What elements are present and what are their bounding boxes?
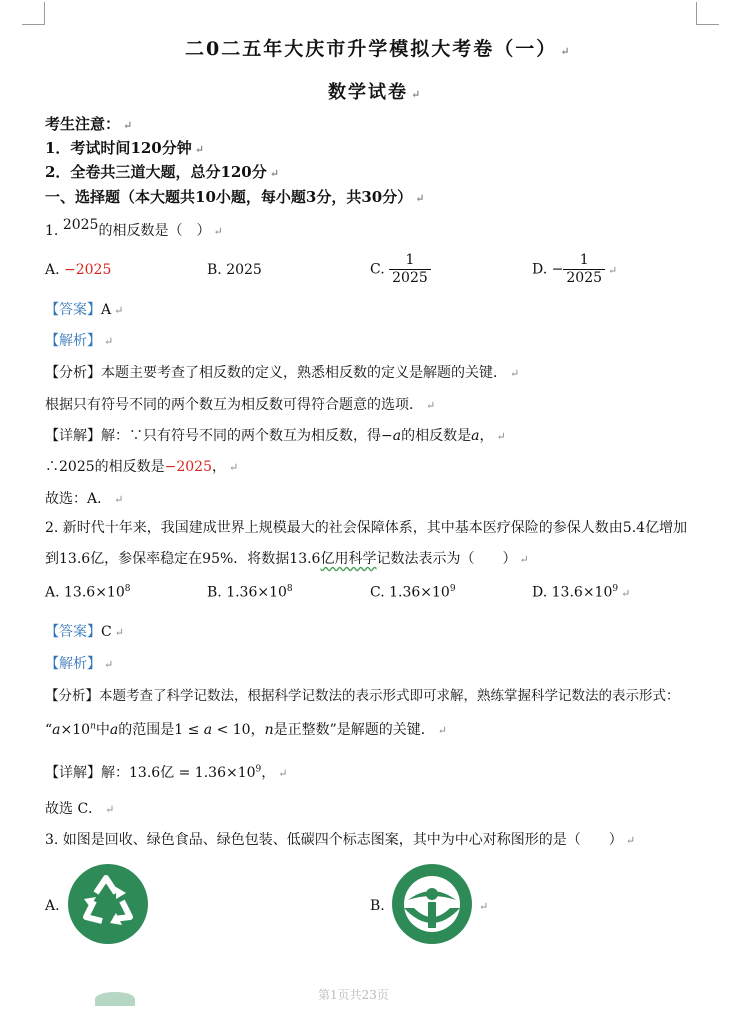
margin-corner-mark <box>22 2 45 25</box>
q1-reason: 根据只有符号不同的两个数互为相反数可得符合题意的选项． ↵ <box>45 397 436 413</box>
q2-option-c: C. $1.36\times 10^9$ <box>370 584 456 601</box>
q1-therefore: ∴2025的相反数是−2025， ↵ <box>45 459 239 475</box>
notice-item-score: 2．全卷共三道大题，总分120分 ↵ <box>45 163 279 181</box>
grammar-squiggle: 亿用科学 <box>320 551 377 567</box>
green-food-icon <box>390 862 474 946</box>
next-logo-partial <box>95 992 135 1006</box>
q1-answer: 【答案】A ↵ <box>45 302 124 318</box>
q2-stem-line2: 到13.6亿，参保率稳定在95%．将数据13.6亿用科学记数法表示为（ ） ↵ <box>45 551 529 567</box>
q2-form: “$a\times 10^n$中a的范围是1 ≤ a < 10，n是正整数”是解题的关键． ↵ <box>45 721 448 738</box>
q1-choose: 故选：A． ↵ <box>45 491 124 507</box>
q1-option-b: B. 2025 <box>207 262 262 278</box>
q2-answer: 【答案】C ↵ <box>45 624 124 640</box>
q3-option-a-label: A. <box>45 898 60 914</box>
q1-option-a: A. −2025 <box>45 262 112 278</box>
recycle-icon <box>66 863 150 945</box>
q1-analysis-tag: 【解析】 ↵ <box>45 333 114 349</box>
fraction: $\frac{1}{2025}$ <box>563 252 605 287</box>
fraction: $\frac{1}{2025}$ <box>389 252 431 287</box>
q1-fenxi: 【分析】本题主要考查了相反数的定义，熟悉相反数的定义是解题的关键． ↵ <box>45 365 520 381</box>
q2-detail: 【详解】解：13.6亿 = $1.36\times 10^9$， ↵ <box>45 764 288 781</box>
q2-fenxi: 【分析】本题考查了科学记数法，根据科学记数法的表示形式即可求解，熟练掌握科学记数法的表示形式： <box>45 688 680 704</box>
q2-option-d: D. $13.6\times 10^9$ ↵ <box>532 584 631 601</box>
exam-title: 二0二五年大庆市升学模拟大考卷（一） ↵ <box>185 38 572 60</box>
exam-subtitle: 数学试卷 ↵ <box>328 82 423 103</box>
q3-stem: 3. 如图是回收、绿色食品、绿色包装、低碳四个标志图案，其中为中心对称图形的是（ ） ↵ <box>45 832 636 848</box>
q3-option-b-label: B. <box>370 898 385 914</box>
q2-option-a: A. $13.6\times 10^8$ <box>45 584 131 601</box>
page-footer: 第1页共23页 <box>318 988 389 1002</box>
margin-corner-mark <box>696 2 719 25</box>
q1-stem: 1. 2025的相反数是（ ） ↵ <box>45 217 223 239</box>
q2-choose: 故选 C． ↵ <box>45 801 115 817</box>
q1-option-d: D. − $\frac{1}{2025}$ ↵ <box>532 252 618 286</box>
notice-item-time: 1．考试时间120分钟 ↵ <box>45 139 204 157</box>
notice-heading: 考生注意： ↵ <box>45 115 133 133</box>
document-page: 二0二五年大庆市升学模拟大考卷（一） ↵ 数学试卷 ↵ 考生注意： ↵ 1．考试时间120分钟 ↵ 2．全卷共三道大题，总分120分 ↵ 一、选择题（本大题共10小题，每小题3分，共30分） ↵ 1. 2025的相反数是（ ） ↵ A. −2025 B. 2025 C. $\frac{1}{2025}$ D. − $\frac{1}{2025}$ ↵ 【答案】A ↵ 【解析】 ↵ 【分析】本题主要考查了相反数的定义，熟悉相反数的定义是解题的关键． ↵ 根据只有符号不同的两个数互为相反数可得符合题意的选项． ↵ 【详解】解：∵只有符号不同的两个数互为相反数，得−a的相反数是a， ↵ ∴2025的相反数是−2025， ↵ 故选：A． ↵ 2. 新时代十年来，我国建成世界上规模最大的社会保障体系，其中基本医疗保险的参保人数由5.4亿增加 到13.6亿，参保率稳定在95%．将数据13.6亿用科学记数法表示为（ ） ↵ A. $13.6\times 10^8$ B. $1.36\times 10^8$ C. $1.36\times 10^9$ D. $13.6\times 10^9$ ↵ 【答案】C ↵ 【解析】 ↵ 【分析】本题考查了科学记数法，根据科学记数法的表示形式即可求解，熟练掌握科学记数法的表示形式： “$a\times 10^n$中a的范围是1 ≤ a < 10，n是正整数”是解题的关键． ↵ 【详解】解：13.6亿 = $1.36\times 10^9$， ↵ 故选 C． ↵ 3. 如图是回收、绿色食品、绿色包装、低碳四个标志图案，其中为中心对称图形的是（ ） ↵ A. B. ↵ 第1页共23页 <box>0 0 753 1020</box>
q2-option-b: B. $1.36\times 10^8$ <box>207 584 293 601</box>
q1-detail: 【详解】解：∵只有符号不同的两个数互为相反数，得−a的相反数是a， ↵ <box>45 428 506 444</box>
q1-option-c: C. $\frac{1}{2025}$ <box>370 252 431 287</box>
section-heading-choice: 一、选择题（本大题共10小题，每小题3分，共30分） ↵ <box>45 188 425 206</box>
q2-stem-line1: 2. 新时代十年来，我国建成世界上规模最大的社会保障体系，其中基本医疗保险的参保人数由5.4亿增加 <box>45 520 688 536</box>
q2-analysis-tag: 【解析】 ↵ <box>45 656 114 672</box>
